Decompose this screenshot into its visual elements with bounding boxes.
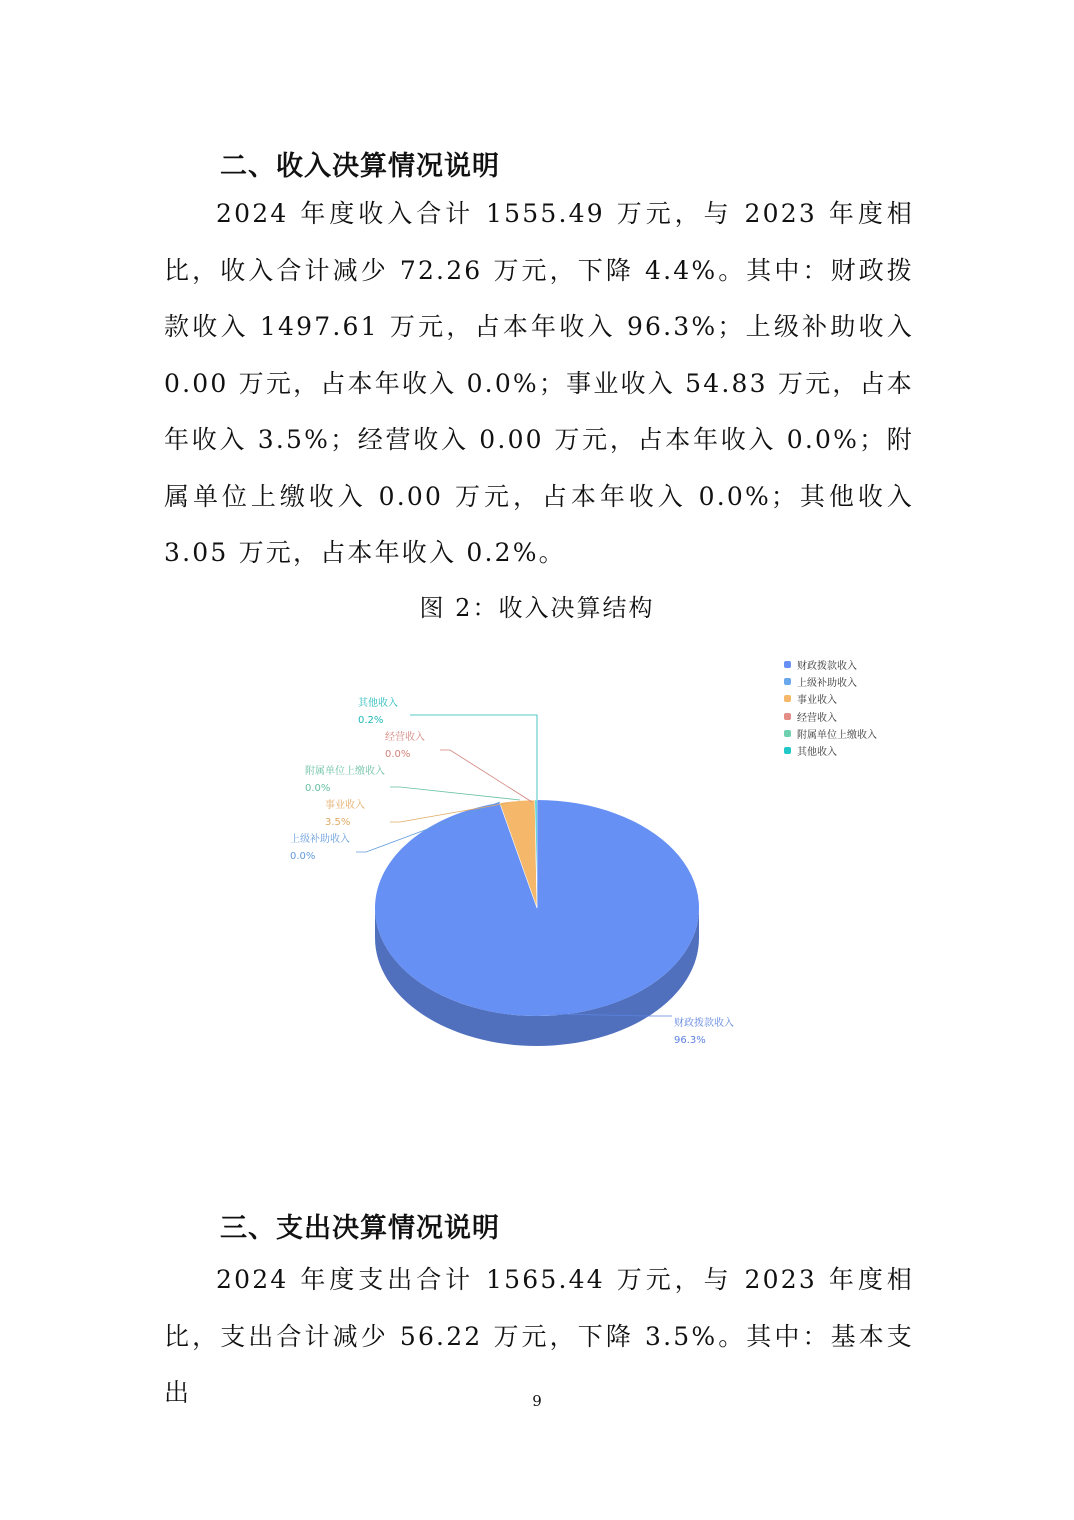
- slice-value-label: 0.2%: [358, 715, 384, 726]
- slice-name-label: 事业收入: [325, 800, 365, 811]
- legend-item: [784, 725, 877, 742]
- slice-name-label: 上级补助收入: [290, 834, 350, 845]
- label-leader-line: [440, 750, 532, 802]
- section-3-heading: 三、支出决算情况说明: [220, 1213, 500, 1244]
- slice-value-label: 0.0%: [290, 851, 316, 862]
- legend-label: 事业收入: [797, 695, 837, 707]
- slice-value-label: 96.3%: [674, 1035, 706, 1046]
- legend-item: [784, 690, 877, 707]
- label-leader-line: [410, 715, 537, 800]
- legend-label: 经营收入: [797, 712, 837, 724]
- legend-item: [784, 656, 877, 673]
- slice-value-label: 3.5%: [325, 817, 351, 828]
- legend-label: 上级补助收入: [797, 678, 857, 690]
- legend-swatch: [784, 661, 791, 668]
- legend-label: 其他收入: [797, 747, 837, 759]
- legend-swatch: [784, 730, 791, 737]
- legend-swatch: [784, 678, 791, 685]
- slice-value-label: 0.0%: [385, 749, 411, 760]
- slice-name-label: 经营收入: [385, 732, 425, 743]
- legend-swatch: [784, 747, 791, 754]
- legend-swatch: [784, 713, 791, 720]
- slice-value-label: 0.0%: [305, 783, 331, 794]
- legend-item: [784, 708, 877, 725]
- slice-name-label: 其他收入: [358, 698, 398, 709]
- label-leader-line: [390, 787, 520, 800]
- chart-legend: [784, 656, 877, 759]
- page-number: 9: [532, 1392, 542, 1410]
- legend-item: [784, 673, 877, 690]
- section-2-heading: 二、收入决算情况说明: [220, 151, 500, 182]
- income-pie-chart: [270, 640, 770, 1070]
- section-2-paragraph: 2024 年度收入合计 1555.49 万元，与 2023 年度相比，收入合计减少 72.26 万元，下降 4.4%。其中：财政拨款收入 1497.61 万元，占本年收入 96.3%；上级补助收入 0.00 万元，占本年收入 0.0%；事业收入 54.83 万元，占本年收入 3.5%；经营收入 0.00 万元，占本年收入 0.0%；附属单位上缴收入 0.00 万元，占本年收入 0.0%；其他收入 3.05 万元，占本年收入 0.2%。: [164, 199, 914, 567]
- legend-swatch: [784, 695, 791, 702]
- legend-label: 财政拨款收入: [797, 661, 857, 673]
- legend-label: 附属单位上缴收入: [797, 729, 877, 741]
- figure-caption: 图 2：收入决算结构: [419, 594, 655, 622]
- slice-name-label: 财政拨款收入: [674, 1018, 734, 1029]
- slice-name-label: 附属单位上缴收入: [305, 766, 385, 777]
- section-3-paragraph: 2024 年度支出合计 1565.44 万元，与 2023 年度相比，支出合计减少 56.22 万元，下降 3.5%。其中：基本支出: [164, 1265, 914, 1407]
- legend-item: [784, 742, 877, 759]
